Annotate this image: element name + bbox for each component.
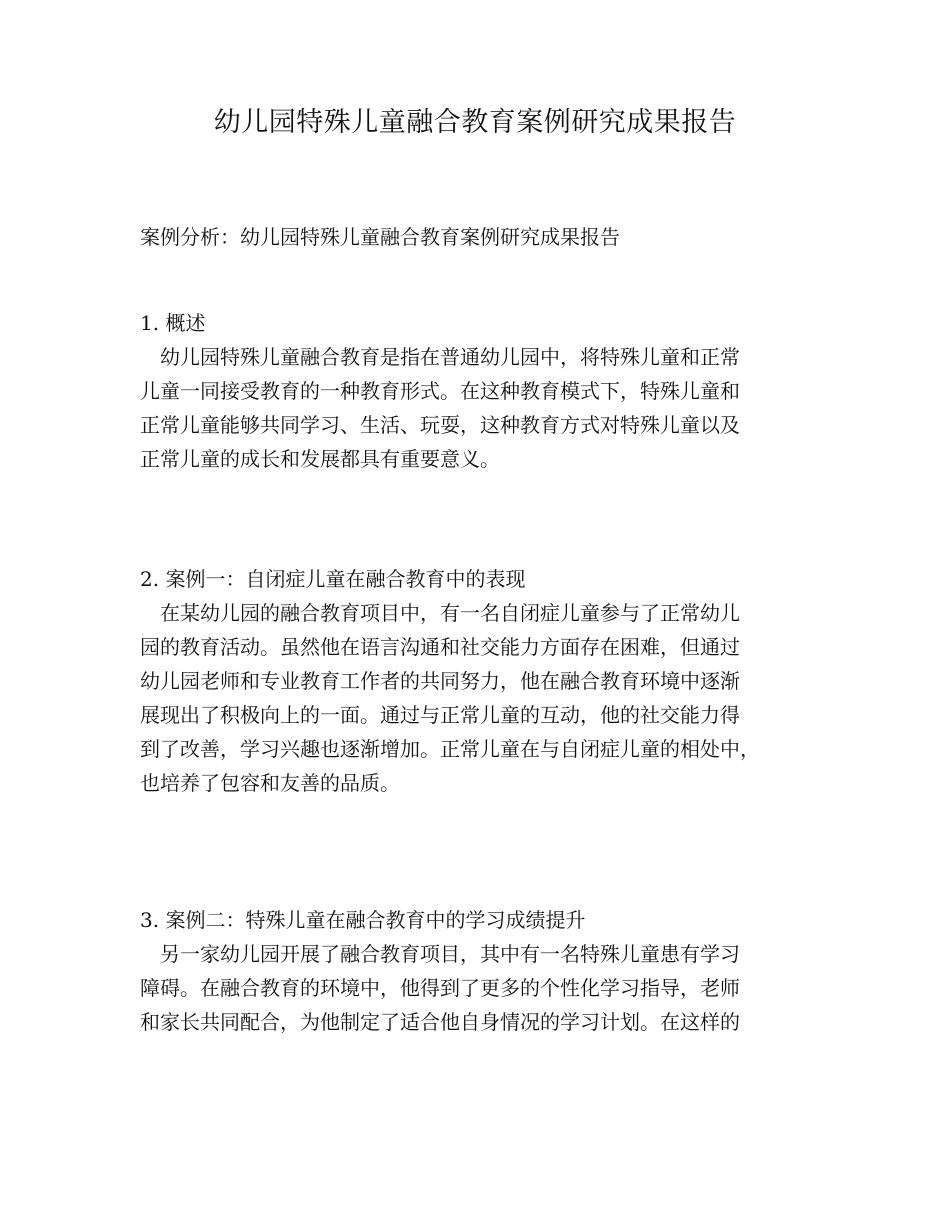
- paragraph-line: 到了改善，学习兴趣也逐渐增加。正常儿童在与自闭症儿童的相处中，: [140, 737, 760, 761]
- section-heading: 3. 案例二：特殊儿童在融合教育中的学习成绩提升: [140, 908, 586, 932]
- paragraph-line: 也培养了包容和友善的品质。: [140, 771, 400, 795]
- paragraph-line: 展现出了积极向上的一面。通过与正常儿童的互动，他的社交能力得: [140, 703, 740, 727]
- paragraph-line: 另一家幼儿园开展了融合教育项目，其中有一名特殊儿童患有学习: [160, 942, 740, 966]
- document-subtitle: 案例分析：幼儿园特殊儿童融合教育案例研究成果报告: [140, 225, 620, 249]
- section-overview: [140, 306, 860, 476]
- paragraph-line: 在某幼儿园的融合教育项目中，有一名自闭症儿童参与了正常幼儿: [160, 601, 740, 625]
- paragraph-line: 幼儿园特殊儿童融合教育是指在普通幼儿园中，将特殊儿童和正常: [160, 345, 740, 369]
- document-title: 幼儿园特殊儿童融合教育案例研究成果报告: [213, 107, 737, 138]
- section-heading: 2. 案例一：自闭症儿童在融合教育中的表现: [140, 567, 526, 591]
- paragraph-line: 幼儿园老师和专业教育工作者的共同努力，他在融合教育环境中逐渐: [140, 669, 740, 693]
- paragraph-line: 儿童一同接受教育的一种教育形式。在这种教育模式下，特殊儿童和: [140, 379, 740, 403]
- section-heading: 1. 概述: [140, 311, 206, 335]
- paragraph-line: 正常儿童的成长和发展都具有重要意义。: [140, 447, 500, 471]
- section-case-two: [140, 903, 860, 1039]
- paragraph-line: 和家长共同配合，为他制定了适合他自身情况的学习计划。在这样的: [140, 1010, 740, 1034]
- section-case-one: [140, 562, 860, 800]
- paragraph-line: 障碍。在融合教育的环境中，他得到了更多的个性化学习指导，老师: [140, 976, 740, 1000]
- paragraph-line: 园的教育活动。虽然他在语言沟通和社交能力方面存在困难，但通过: [140, 635, 740, 659]
- paragraph-line: 正常儿童能够共同学习、生活、玩耍，这种教育方式对特殊儿童以及: [140, 413, 740, 437]
